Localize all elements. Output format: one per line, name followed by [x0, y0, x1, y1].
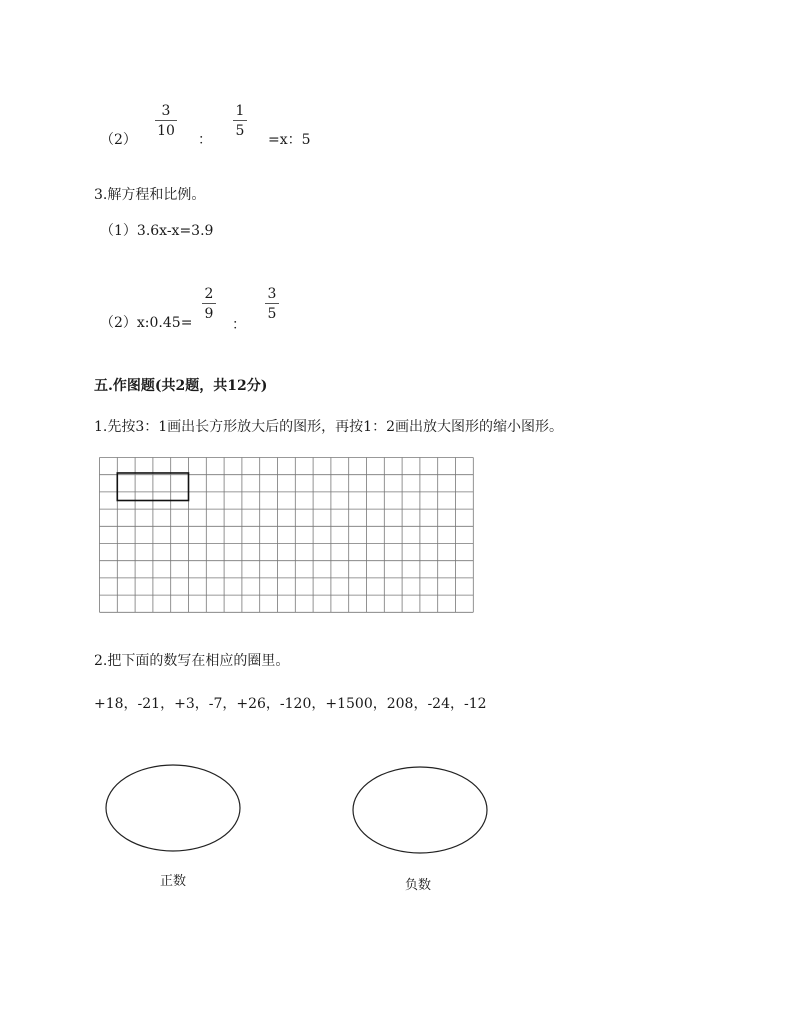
fraction-numerator: 3 — [161, 103, 171, 119]
fraction-3-10 — [155, 103, 177, 139]
ratio-colon: ： — [198, 132, 212, 148]
drawing-grid — [99, 457, 475, 614]
section5-heading: 五.作图题(共2题，共12分) — [94, 378, 268, 394]
fraction-numerator: 1 — [235, 103, 245, 119]
fraction-denominator: 5 — [267, 306, 277, 322]
fraction-numerator: 2 — [204, 286, 214, 302]
fraction-bar — [202, 303, 216, 304]
section3-title: 3.解方程和比例。 — [94, 187, 206, 203]
ratio-colon: ： — [232, 317, 246, 333]
negative-circle — [350, 765, 490, 861]
fraction-1-5 — [233, 103, 247, 139]
fraction-denominator: 10 — [157, 123, 175, 139]
fraction-denominator: 9 — [204, 306, 214, 322]
fraction-bar — [155, 120, 177, 121]
negative-label: 负数 — [405, 878, 432, 893]
fraction-denominator: 5 — [235, 123, 245, 139]
positive-label: 正数 — [160, 874, 187, 889]
drawing-question-2: 2.把下面的数写在相应的圈里。 — [94, 653, 290, 669]
fraction-numerator: 3 — [267, 286, 277, 302]
equation-2-label: （2）x:0.45= — [100, 315, 193, 331]
fraction-3-5 — [265, 286, 279, 322]
fraction-2-9 — [202, 286, 216, 322]
fraction-bar — [233, 120, 247, 121]
number-list: +18，-21，+3，-7，+26，-120，+1500，208，-24，-12 — [94, 696, 487, 712]
proportion-label: （2） — [100, 132, 137, 148]
fraction-bar — [265, 303, 279, 304]
drawing-question-1: 1.先按3：1画出长方形放大后的图形，再按1：2画出放大图形的缩小图形。 — [94, 419, 563, 435]
positive-circle — [103, 763, 243, 859]
proportion-rhs: =x：5 — [268, 132, 311, 148]
equation-1: （1）3.6x-x=3.9 — [100, 223, 214, 239]
